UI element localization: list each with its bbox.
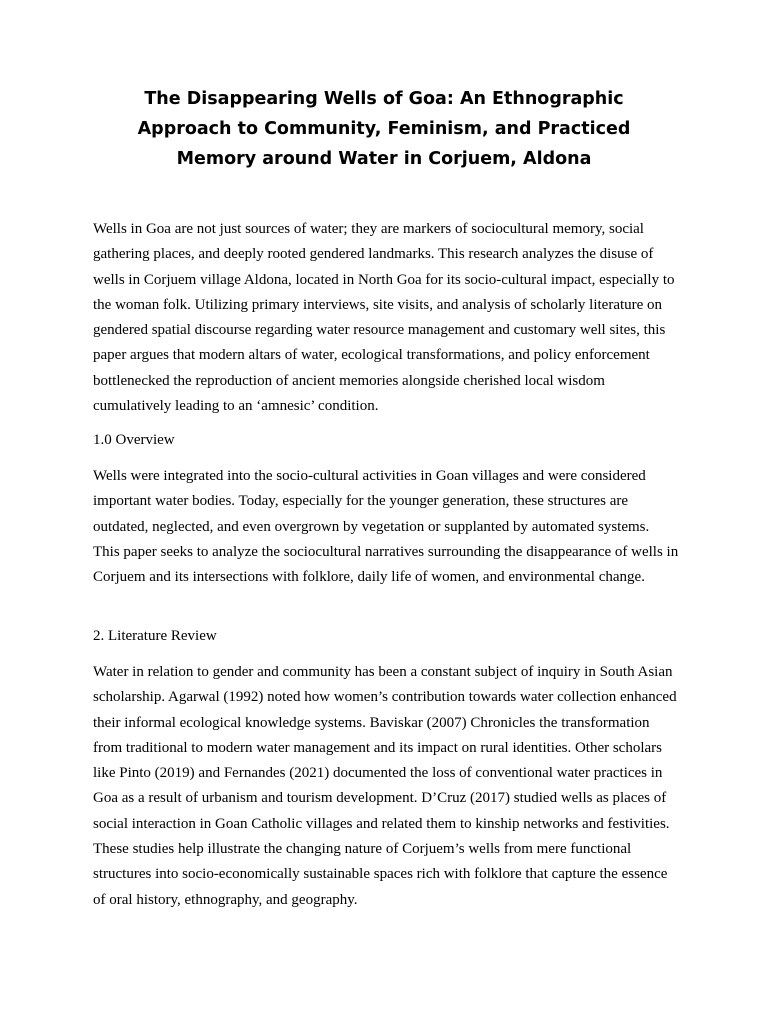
section-heading-overview: 1.0 Overview (93, 432, 175, 448)
literature-review-paragraph: Water in relation to gender and community has been a constant subject of inquiry in South Asian scholarship. Agarwal (1992) noted how women’s contribution towards water collection enhanced their informal ecological knowledge systems. Baviskar (2007) Chronicles the transformation from traditional to modern water management and its impact on rural identities. Other scholars like Pinto (2019) and Fernandes (2021) documented the loss of conventional water practices in Goa as a result of urbanism and tourism development. D’Cruz (2017) studied wells as places of social interaction in Goan Catholic villages and related them to kinship networks and festivities. These studies help illustrate the changing nature of Corjuem’s wells from mere functional structures into socio-economically sustainable spaces rich with folklore that capture the essence of oral history, ethnography, and geography. (93, 664, 677, 908)
section-heading-literature-review: 2. Literature Review (93, 628, 217, 644)
abstract-paragraph: Wells in Goa are not just sources of water; they are markers of sociocultural memory, social gathering places, and deeply rooted gendered landmarks. This research analyzes the disuse of wells in Corjuem village Aldona, located in North Goa for its socio-cultural impact, especially to the woman folk. Utilizing primary interviews, site visits, and analysis of scholarly literature on gendered spatial discourse regarding water resource management and customary well sites, this paper argues that modern altars of water, ecological transformations, and policy enforcement bottlenecked the reproduction of ancient memories alongside cherished local wisdom cumulatively leading to an ‘amnesic’ condition. (93, 221, 675, 415)
overview-paragraph: Wells were integrated into the socio-cultural activities in Goan villages and were considered important water bodies. Today, especially for the younger generation, these structures are outdated, neglected, and even overgrown by vegetation or supplanted by automated systems. This paper seeks to analyze the sociocultural narratives surrounding the disappearance of wells in Corjuem and its intersections with folklore, daily life of women, and environmental change. (93, 468, 679, 586)
paper-title: The Disappearing Wells of Goa: An Ethnographic Approach to Community, Feminism, and Practiced Memory around Water in Corjuem, Aldona (137, 89, 631, 169)
